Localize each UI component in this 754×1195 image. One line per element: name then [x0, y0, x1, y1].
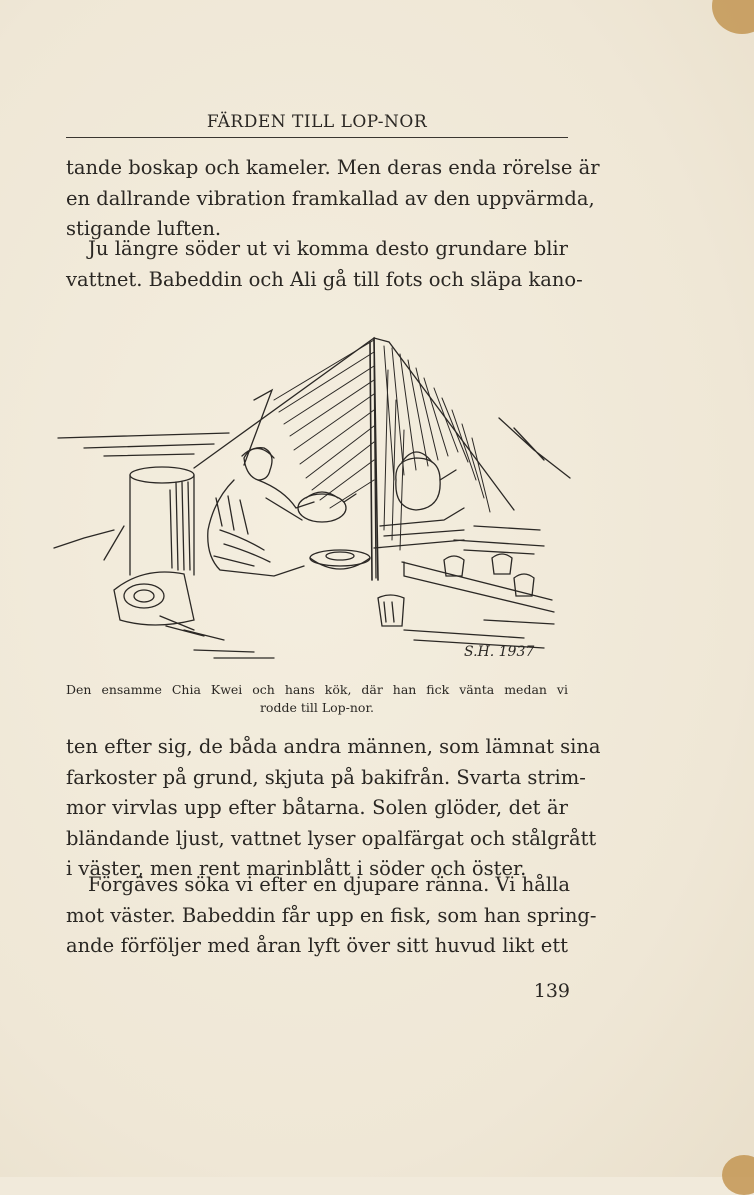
tent-pole [370, 338, 378, 580]
cup-on-ground [378, 595, 404, 626]
text-line: tande boskap och kameler. Men deras enda rörelse är [66, 156, 600, 179]
horizon-lines [58, 433, 229, 456]
text-line: farkoster på grund, skjuta på bakifrån. Svarta strim- [66, 765, 586, 789]
plank-with-cups [402, 526, 554, 612]
text-line: en dallrande vibration framkallad av den uppvärmda, [66, 186, 595, 210]
caption-line: Den ensamme Chia Kwei och hans kök, där han fick vänta medan vi [66, 682, 568, 697]
cylinder-stove [130, 467, 194, 575]
text-line: i väster, men rent marinblått i söder och öster. [66, 857, 527, 880]
page-number: 139 [533, 980, 570, 1002]
paragraph-2 [66, 234, 583, 295]
paragraph-4 [66, 870, 597, 962]
page-corner-stain [712, 0, 754, 34]
text-line: Ju längre söder ut vi komma desto grundare blir [88, 237, 568, 260]
text-line: mor virvlas upp efter båtarna. Solen glöder, det är [66, 796, 568, 819]
text-line: ande förföljer med åran lyft över sitt huvud likt ett [66, 934, 568, 957]
text-line: mot väster. Babeddin får upp en fisk, som han spring- [66, 903, 597, 927]
paragraph-3 [66, 732, 601, 885]
header-rule [66, 137, 568, 138]
kettle-right [374, 452, 464, 548]
artist-signature: S.H. 1937 [464, 644, 535, 660]
text-line: vattnet. Babeddin och Ali gå till fots och släpa kano- [66, 267, 583, 291]
running-head: FÄRDEN TILL LOP-NOR [206, 112, 428, 132]
seated-figure [208, 448, 314, 576]
basket-foreground [114, 572, 274, 658]
caption-line: rodde till Lop-nor. [259, 700, 375, 715]
tent-kitchen-illustration [44, 330, 574, 670]
tent-left-slope [194, 338, 376, 578]
figure-caption [66, 681, 568, 717]
text-line: bländande ljust, vattnet lyser opalfärgat och stålgrått [66, 826, 597, 850]
page-corner-stain [722, 1155, 754, 1195]
paragraph-1 [66, 153, 600, 245]
distant-ridge [499, 418, 570, 478]
left-sketch-mark [54, 526, 124, 560]
bowl [310, 550, 370, 569]
text-line: Förgäves söka vi efter en djupare ränna. Vi hålla [88, 873, 570, 896]
text-line: ten efter sig, de båda andra männen, som lämnat sina [66, 735, 601, 758]
text-line: stigande luften. [66, 217, 222, 240]
